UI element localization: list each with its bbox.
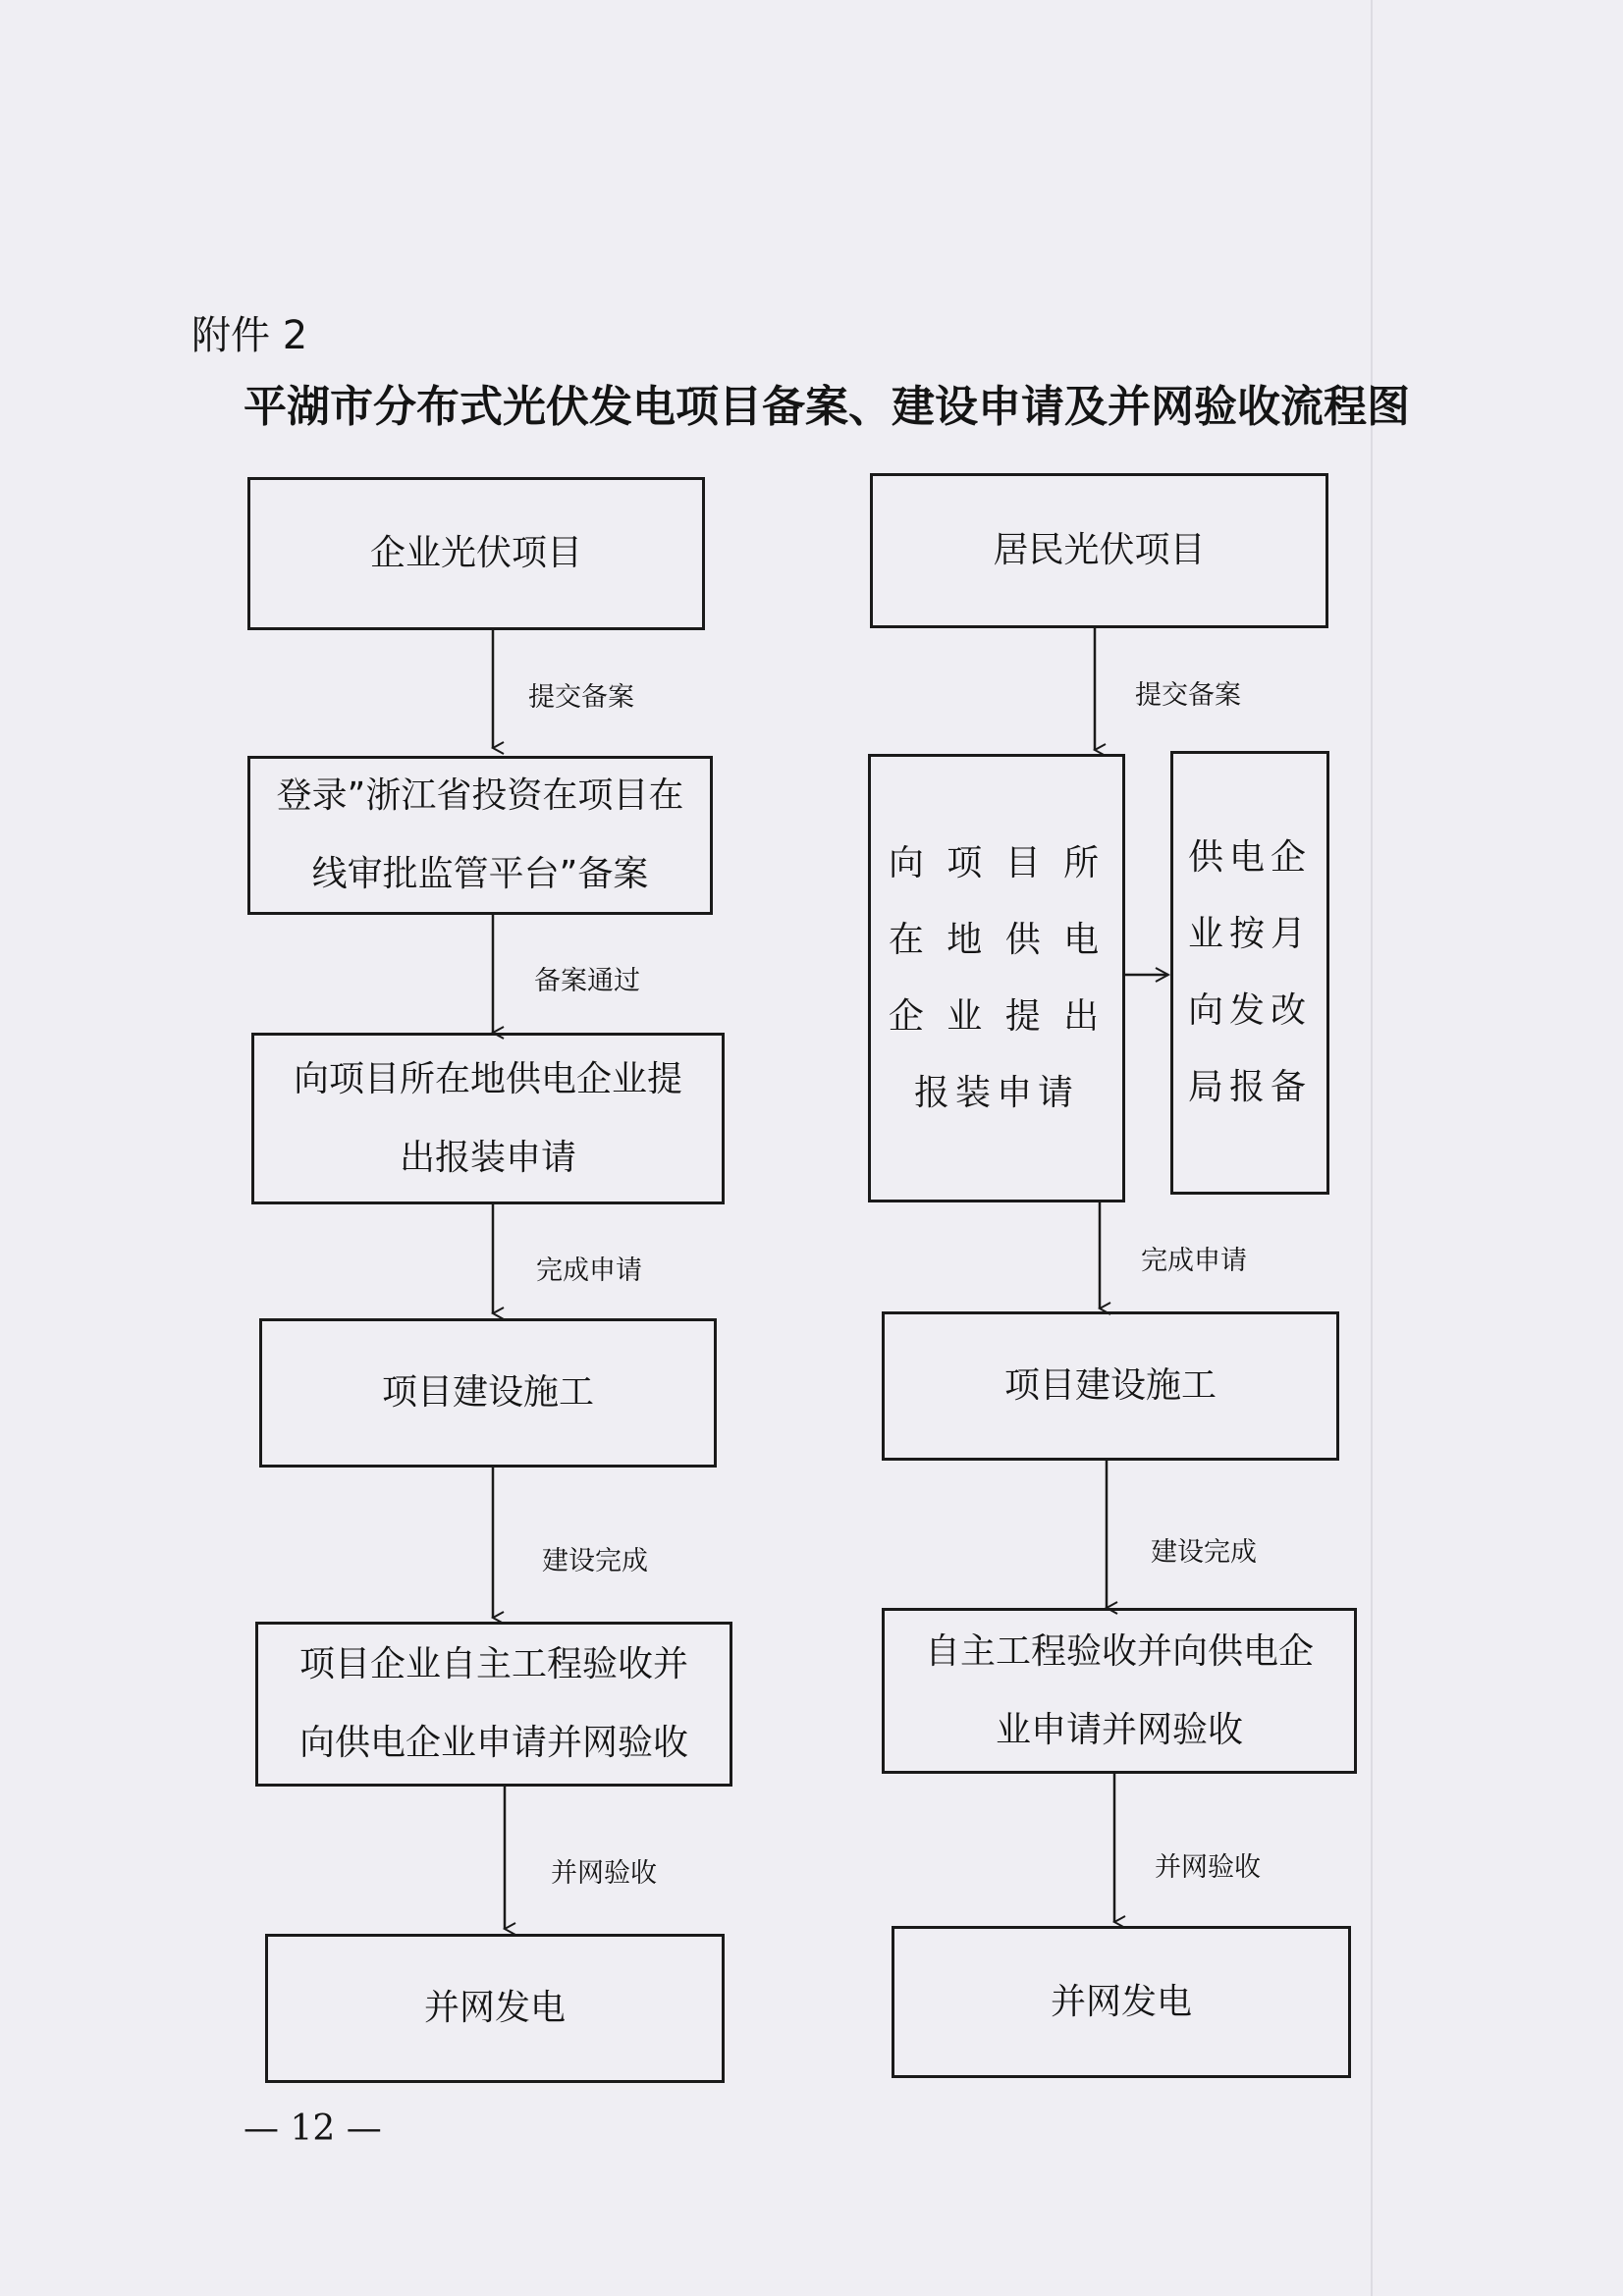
enterprise-start-box xyxy=(247,477,705,630)
page-number: — 12 — xyxy=(243,2109,382,2149)
resident-side-line-3: 向发改 xyxy=(1187,990,1312,1031)
enterprise-register-box xyxy=(247,756,713,915)
enterprise-apply-line-2: 出报装申请 xyxy=(399,1137,576,1178)
enterprise-accept-line-1: 项目企业自主工程验收并 xyxy=(298,1644,688,1684)
enterprise-edge-label-5: 并网验收 xyxy=(551,1858,657,1889)
enterprise-edge-label-1: 提交备案 xyxy=(528,682,634,713)
resident-apply-line-1: 向 项 目 所 xyxy=(888,842,1106,883)
enterprise-edge-label-2: 备案通过 xyxy=(534,966,640,996)
resident-construct-text: 项目建设施工 xyxy=(1003,1365,1217,1406)
resident-accept-line-2: 业申请并网验收 xyxy=(995,1709,1243,1750)
enterprise-end-text: 并网发电 xyxy=(423,1988,566,2028)
resident-start-box xyxy=(870,473,1328,628)
enterprise-accept-line-2: 向供电企业申请并网验收 xyxy=(298,1723,688,1763)
resident-side-line-2: 业按月 xyxy=(1187,914,1312,954)
resident-accept-line-1: 自主工程验收并向供电企 xyxy=(924,1630,1314,1672)
attachment-label: 附件 2 xyxy=(191,313,308,358)
resident-edge-label-1: 提交备案 xyxy=(1135,680,1241,711)
resident-edge-label-3: 建设完成 xyxy=(1151,1537,1257,1568)
enterprise-edge-label-3: 完成申请 xyxy=(536,1255,642,1286)
resident-accept-box xyxy=(882,1608,1357,1774)
resident-end-text: 并网发电 xyxy=(1050,1981,1192,2022)
resident-start-text: 居民光伏项目 xyxy=(993,530,1206,570)
enterprise-register-line-2: 线审批监管平台”备案 xyxy=(311,854,649,894)
resident-side-line-1: 供电企 xyxy=(1187,837,1312,878)
resident-apply-line-4: 报装申请 xyxy=(913,1072,1079,1113)
resident-edge-label-2: 完成申请 xyxy=(1141,1246,1247,1276)
enterprise-construct-text: 项目建设施工 xyxy=(381,1372,594,1413)
enterprise-accept-box xyxy=(255,1622,732,1787)
resident-apply-line-2: 在 地 供 电 xyxy=(888,919,1106,960)
enterprise-end-box xyxy=(265,1934,725,2083)
resident-side-line-4: 局报备 xyxy=(1187,1067,1312,1107)
resident-edge-label-4: 并网验收 xyxy=(1155,1852,1261,1883)
enterprise-construct-box xyxy=(259,1318,717,1468)
page-title: 平湖市分布式光伏发电项目备案、建设申请及并网验收流程图 xyxy=(243,382,1410,432)
enterprise-edge-label-4: 建设完成 xyxy=(542,1546,648,1576)
resident-end-box xyxy=(892,1926,1351,2078)
resident-apply-line-3: 企 业 提 出 xyxy=(888,995,1106,1037)
enterprise-start-text: 企业光伏项目 xyxy=(369,533,582,573)
enterprise-apply-box xyxy=(251,1033,725,1204)
enterprise-register-line-1: 登录”浙江省投资在项目在 xyxy=(276,775,684,816)
resident-construct-box xyxy=(882,1311,1339,1461)
resident-apply-box xyxy=(868,754,1125,1202)
resident-side-box xyxy=(1170,751,1329,1195)
enterprise-apply-line-1: 向项目所在地供电企业提 xyxy=(293,1058,682,1099)
